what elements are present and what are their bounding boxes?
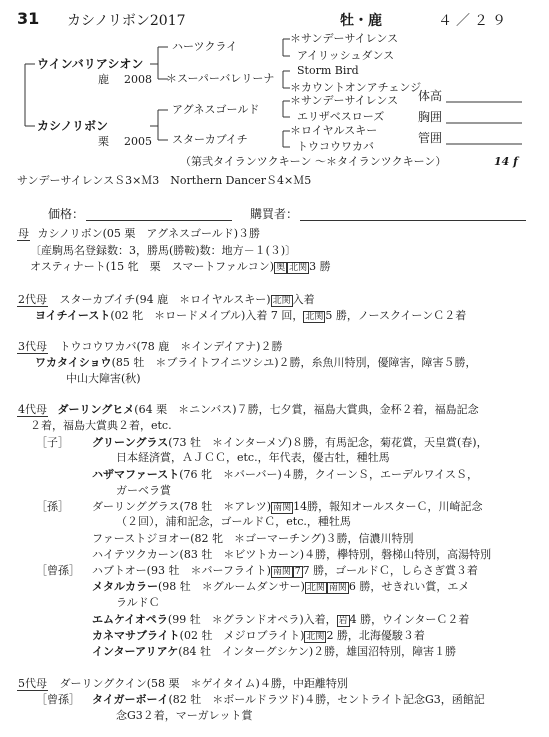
g5-ggrand-label: ［曾孫］ bbox=[36, 693, 80, 706]
horse-name: カシノリボン2017 bbox=[67, 13, 186, 29]
g2-offspring-text: (02 牝 ＊ロードメイブル)入着 7 回， bbox=[110, 309, 304, 322]
g3-offspring-text: (85 牡 ＊ブライトフイニツシユ)２勝，糸魚川特別，優障害，障害５勝， bbox=[111, 356, 477, 369]
ssg-1: ＊サンデーサイレンス bbox=[290, 32, 399, 45]
dam-sire: アグネスゴールド bbox=[172, 103, 260, 116]
ssg-2: アイリッシュダンス bbox=[297, 49, 395, 62]
g4-line1 bbox=[17, 403, 479, 417]
sire-sire: ハーツクライ bbox=[172, 40, 238, 53]
g4-gg3-text: (99 牡 ＊グランドオペラ)入着， bbox=[167, 613, 337, 626]
dam-color: 栗 bbox=[98, 135, 109, 148]
g3-offspring-name: ワカタイショウ bbox=[35, 356, 112, 369]
g4-gg2-text: (98 牡 ＊グルームダンサー) bbox=[158, 580, 305, 593]
g4-gg3-mark: 岩 bbox=[338, 616, 348, 626]
g2-text: スターカブイチ(94 鹿 ＊ロイヤルスキー) bbox=[59, 293, 271, 306]
g2-offspring-mark: 北関 bbox=[305, 312, 324, 322]
sire-color: 鹿 bbox=[98, 73, 109, 86]
dam-section-line2: 〔産駒馬名登録数：3，勝馬(勝鞍)数：地方－１(３)〕 bbox=[30, 244, 297, 257]
g4-gc1-line1 bbox=[92, 500, 483, 515]
g5-label: 5代母 bbox=[18, 677, 47, 690]
g5-offspring-name: タイガーボーイ bbox=[92, 693, 169, 706]
dsg-2: エリザベスローズ bbox=[297, 110, 385, 123]
g4-gc2: ファーストジヨオー(82 牝 ＊ゴーマーチング)３勝，信濃川特別 bbox=[92, 532, 414, 545]
sdg-1: Storm Bird bbox=[297, 64, 359, 77]
g2-label: 2代母 bbox=[18, 293, 47, 306]
g4-gg3-name: エムケイオペラ bbox=[92, 613, 168, 626]
g3-line3: 中山大障害(秋) bbox=[66, 372, 141, 385]
g3-line2 bbox=[35, 356, 477, 370]
g4-c1-text: (73 牡 ＊インターメゾ)８勝，有馬記念，菊花賞，天皇賞(春)， bbox=[168, 436, 488, 449]
g4-line2: ２着，福島大賞典２着，etc. bbox=[30, 419, 172, 432]
g2-result: 入着 bbox=[292, 293, 315, 306]
g3-line1 bbox=[17, 340, 282, 354]
g4-c1-name: グリーングラス bbox=[92, 436, 169, 449]
g2-line1 bbox=[17, 293, 315, 308]
g4-text: (64 栗 ＊ニンバス)７勝，七夕賞，福島大賞典，金杯２着，福島記念 bbox=[134, 403, 479, 416]
g4-gc1-mark: 南関 bbox=[273, 503, 292, 513]
g4-gg2-mark1: 北関 bbox=[306, 583, 325, 593]
g4-gc1-result: 14勝，報知オールスターＣ，川崎記念 bbox=[293, 500, 483, 513]
dam-section-line3 bbox=[30, 260, 331, 275]
g4-gg4-name: カネマサブライト bbox=[92, 629, 180, 642]
dsg-1: ＊サンデーサイレンス bbox=[290, 94, 399, 107]
g4-gg2-line2: ラルドＣ bbox=[116, 596, 160, 609]
g4-gg2-line1 bbox=[92, 580, 469, 595]
inbreeding: サンデーサイレンスＳ3×Ｍ3 Northern DancerＳ4×Ｍ5 bbox=[17, 174, 312, 187]
g5-text: ダーリングクイン(58 栗 ＊ゲイタイム)４勝，中距離特別 bbox=[59, 677, 348, 690]
g4-label: 4代母 bbox=[18, 403, 47, 416]
girth-label: 胸囲 bbox=[418, 110, 443, 124]
dam-section-text: カシノリボン(05 栗 アグネスゴールド)３勝 bbox=[37, 227, 261, 240]
g4-gg4-result: 2 勝，北海優駿３着 bbox=[326, 629, 425, 642]
g3-label: 3代母 bbox=[18, 340, 47, 353]
g5-line1 bbox=[17, 677, 348, 691]
offspring-wins: 3 勝 bbox=[309, 260, 331, 273]
g2-offspring-result: 5 勝，ノースクイーンＣ２着 bbox=[325, 309, 467, 322]
g4-grand-label: ［孫］ bbox=[36, 500, 69, 513]
g4-gg1-mark2: 7 bbox=[294, 567, 301, 577]
ddg-2: トウコウワカバ bbox=[297, 140, 374, 153]
dam-section-line1 bbox=[17, 227, 260, 241]
g4-gg4 bbox=[92, 629, 425, 644]
price-label: 価格： bbox=[48, 207, 85, 221]
dam-dam: スターカブイチ bbox=[172, 133, 248, 146]
cannon-label: 管囲 bbox=[418, 131, 443, 145]
g4-gg1-result: 7 勝，ゴールドＣ，しらさぎ賞３着 bbox=[302, 564, 478, 577]
g4-gg2-result: 6 勝，せきれい賞，エメ bbox=[348, 580, 470, 593]
family-number: 14 f bbox=[494, 155, 518, 168]
buyer-field[interactable] bbox=[300, 220, 526, 221]
g2-mark: 北関 bbox=[272, 296, 291, 306]
pedigree-lines bbox=[0, 0, 549, 200]
buyer-label: 購買者： bbox=[250, 207, 299, 221]
g4-gg2-mark2: 南関 bbox=[328, 583, 347, 593]
g4-gg5 bbox=[92, 645, 456, 659]
g4-c2-line2: ガーベラ賞 bbox=[116, 484, 171, 497]
g4-gg5-text: (84 牡 インターグシケン)２勝，雄国沼特別，障害１勝 bbox=[178, 645, 457, 658]
g4-ggrand-label: ［曾孫］ bbox=[36, 564, 80, 577]
sire-dam: ＊スーパーバレリーナ bbox=[166, 72, 275, 85]
price-field[interactable] bbox=[86, 220, 232, 221]
g5-line2 bbox=[92, 693, 485, 707]
pedigree-note: （第弐タイランツクキーン ～＊タイランツクキーン） bbox=[180, 155, 447, 168]
g4-c2-name: ハザマファースト bbox=[92, 468, 180, 481]
g4-gg4-mark: 北関 bbox=[306, 632, 325, 642]
dam-name: カシノリボン bbox=[37, 119, 109, 133]
ddg-1: ＊ロイヤルスキー bbox=[290, 124, 378, 137]
g4-gg1-mark1: 南関 bbox=[272, 567, 291, 577]
sire-year: 2008 bbox=[124, 73, 152, 86]
g4-gg3 bbox=[92, 613, 469, 628]
offspring-ostinato: オスティナート(15 牝 栗 スマートファルコン) bbox=[30, 260, 275, 273]
horse-number: 31 bbox=[17, 9, 40, 28]
g4-child-label: ［子］ bbox=[36, 436, 69, 449]
dam-year: 2005 bbox=[124, 135, 152, 148]
g4-gg1-text: ハブトオー(93 牡 ＊バーフライト) bbox=[92, 564, 271, 577]
sdg-2: ＊カウントオンアチェンジ bbox=[290, 81, 422, 94]
g4-c1-line1 bbox=[92, 436, 488, 450]
g4-c1-line2: 日本経済賞，ＡＪＣＣ，etc.，年代表，優古牡，種牡馬 bbox=[116, 451, 390, 464]
birthdate: ４／２９ bbox=[438, 13, 510, 29]
g4-c2-line1 bbox=[92, 468, 478, 482]
g4-gg2-name: メタルカラー bbox=[92, 580, 158, 593]
mark-oku: 奥 bbox=[276, 263, 286, 273]
g2-line2 bbox=[35, 309, 466, 324]
mark-kitakan: 北関 bbox=[289, 263, 308, 273]
g4-gc1-line2: （２回），浦和記念，ゴールドＣ，etc.，種牡馬 bbox=[116, 515, 351, 528]
g3-text: トウコウワカバ(78 鹿 ＊インデイアナ)２勝 bbox=[59, 340, 283, 353]
sex-color: 牡・鹿 bbox=[340, 13, 382, 29]
g4-gc3: ハイテツクカーン(83 牡 ＊ビツトカーン)４勝，欅特別，磐梯山特別，高湯特別 bbox=[92, 548, 492, 561]
height-label: 体高 bbox=[418, 89, 443, 103]
g4-name: ダーリングヒメ bbox=[57, 403, 135, 416]
g4-c2-text: (76 牝 ＊バーバー)４勝，クイーンＳ，エーデルワイスＳ， bbox=[179, 468, 478, 481]
g2-offspring-name: ヨイチイースト bbox=[35, 309, 111, 322]
g4-gg3-result: 4 勝，ウインターＣ２着 bbox=[349, 613, 470, 626]
g4-gg4-text: (02 牡 メジロブライト) bbox=[179, 629, 305, 642]
dam-section-label: 母 bbox=[18, 227, 29, 240]
sire-name: ウインバリアシオン bbox=[37, 57, 144, 71]
g4-gg5-name: インターアリアケ bbox=[92, 645, 179, 658]
g4-gc1-text: ダーリンググラス(78 牡 ＊アレツ) bbox=[92, 500, 272, 513]
g5-offspring-text: (82 牡 ＊ボールドラツド)４勝，セントライト記念G3，函館記 bbox=[168, 693, 485, 706]
g4-gg1 bbox=[92, 564, 478, 579]
g5-line3: 念G3２着，マーガレット賞 bbox=[116, 709, 253, 722]
